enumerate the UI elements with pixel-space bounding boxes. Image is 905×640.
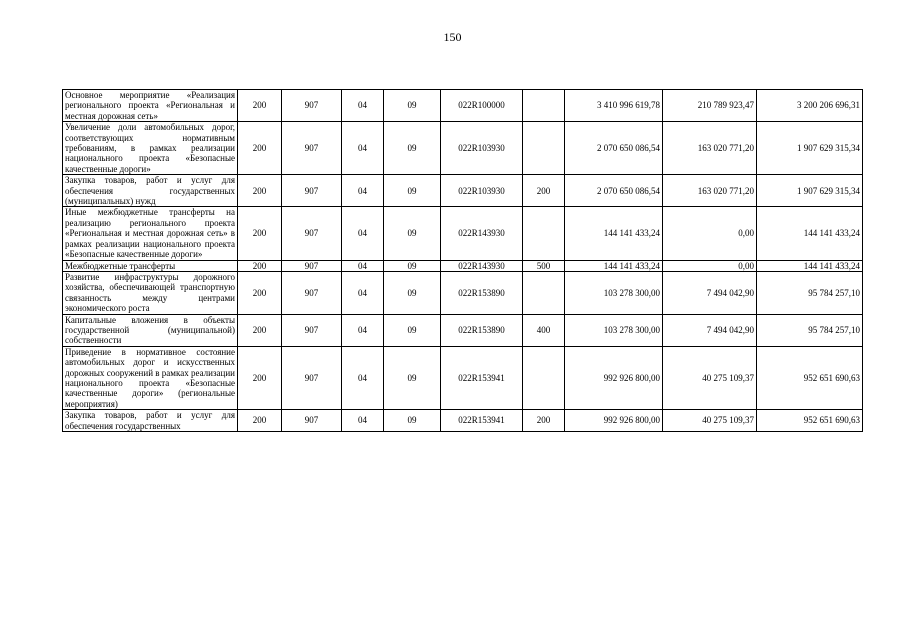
amount-approved-cell: 144 141 433,24 <box>565 207 663 260</box>
budget-table <box>62 89 863 432</box>
code-ministry-cell: 907 <box>282 271 342 314</box>
table-row <box>63 207 863 260</box>
code-target-article-cell: 022R153890 <box>441 314 523 346</box>
code-expense-type-cell <box>523 271 565 314</box>
row-name-cell: Развитие инфраструктуры дорожного хозяйства, обеспечивающей транспортную связанность между центрами экономического роста <box>63 271 238 314</box>
amount-change-cell: 163 020 771,20 <box>663 175 757 207</box>
row-name-cell: Закупка товаров, работ и услуг для обеспечения государственных <box>63 410 238 432</box>
code-ministry-cell: 907 <box>282 207 342 260</box>
code-expense-type-cell: 400 <box>523 314 565 346</box>
code-expense-type-cell <box>523 90 565 122</box>
code-target-article-cell: 022R103930 <box>441 122 523 175</box>
code-subsection-cell: 09 <box>384 410 441 432</box>
code-subsection-cell: 09 <box>384 346 441 409</box>
amount-change-cell: 7 494 042,90 <box>663 314 757 346</box>
code-section-cell: 04 <box>342 260 384 271</box>
code-admin-cell: 200 <box>238 122 282 175</box>
amount-change-cell: 0,00 <box>663 260 757 271</box>
code-subsection-cell: 09 <box>384 260 441 271</box>
code-admin-cell: 200 <box>238 207 282 260</box>
row-name-cell: Иные межбюджетные трансферты на реализацию регионального проекта «Региональная и местная дорожная сеть» в рамках реализации национального проекта «Безопасные качественные дороги» <box>63 207 238 260</box>
code-target-article-cell: 022R143930 <box>441 207 523 260</box>
table-row <box>63 271 863 314</box>
code-target-article-cell: 022R103930 <box>441 175 523 207</box>
code-expense-type-cell <box>523 207 565 260</box>
code-admin-cell: 200 <box>238 410 282 432</box>
code-admin-cell: 200 <box>238 90 282 122</box>
code-target-article-cell: 022R143930 <box>441 260 523 271</box>
table-row <box>63 410 863 432</box>
code-section-cell: 04 <box>342 346 384 409</box>
code-ministry-cell: 907 <box>282 122 342 175</box>
code-section-cell: 04 <box>342 271 384 314</box>
code-subsection-cell: 09 <box>384 90 441 122</box>
amount-change-cell: 0,00 <box>663 207 757 260</box>
row-name-cell: Межбюджетные трансферты <box>63 260 238 271</box>
amount-total-cell: 3 200 206 696,31 <box>757 90 863 122</box>
code-section-cell: 04 <box>342 410 384 432</box>
amount-approved-cell: 992 926 800,00 <box>565 346 663 409</box>
code-ministry-cell: 907 <box>282 410 342 432</box>
amount-change-cell: 163 020 771,20 <box>663 122 757 175</box>
amount-change-cell: 7 494 042,90 <box>663 271 757 314</box>
code-expense-type-cell <box>523 346 565 409</box>
amount-change-cell: 40 275 109,37 <box>663 410 757 432</box>
amount-change-cell: 40 275 109,37 <box>663 346 757 409</box>
amount-total-cell: 952 651 690,63 <box>757 410 863 432</box>
code-subsection-cell: 09 <box>384 175 441 207</box>
amount-approved-cell: 2 070 650 086,54 <box>565 122 663 175</box>
amount-approved-cell: 144 141 433,24 <box>565 260 663 271</box>
row-name-cell: Приведение в нормативное состояние автомобильных дорог и искусственных дорожных сооружений в рамках реализации национального проекта «Безопасные качественные дороги» (региональные мероприятия) <box>63 346 238 409</box>
code-admin-cell: 200 <box>238 346 282 409</box>
row-name-cell: Капитальные вложения в объекты государственной (муниципальной) собственности <box>63 314 238 346</box>
amount-approved-cell: 2 070 650 086,54 <box>565 175 663 207</box>
amount-total-cell: 95 784 257,10 <box>757 271 863 314</box>
amount-approved-cell: 103 278 300,00 <box>565 314 663 346</box>
amount-approved-cell: 103 278 300,00 <box>565 271 663 314</box>
code-subsection-cell: 09 <box>384 314 441 346</box>
code-ministry-cell: 907 <box>282 314 342 346</box>
amount-total-cell: 95 784 257,10 <box>757 314 863 346</box>
code-section-cell: 04 <box>342 207 384 260</box>
code-target-article-cell: 022R100000 <box>441 90 523 122</box>
amount-approved-cell: 992 926 800,00 <box>565 410 663 432</box>
page-number: 150 <box>443 30 462 44</box>
code-expense-type-cell: 500 <box>523 260 565 271</box>
amount-total-cell: 144 141 433,24 <box>757 260 863 271</box>
code-admin-cell: 200 <box>238 271 282 314</box>
code-admin-cell: 200 <box>238 175 282 207</box>
code-ministry-cell: 907 <box>282 90 342 122</box>
code-ministry-cell: 907 <box>282 346 342 409</box>
code-section-cell: 04 <box>342 175 384 207</box>
row-name-cell: Закупка товаров, работ и услуг для обеспечения государственных (муниципальных) нужд <box>63 175 238 207</box>
table-row <box>63 122 863 175</box>
code-subsection-cell: 09 <box>384 271 441 314</box>
row-name-cell: Основное мероприятие «Реализация регионального проекта «Региональная и местная дорожная сеть» <box>63 90 238 122</box>
row-name-cell: Увеличение доли автомобильных дорог, соответствующих нормативным требованиям, в рамках реализации национального проекта «Безопасные качественные дороги» <box>63 122 238 175</box>
code-expense-type-cell: 200 <box>523 410 565 432</box>
code-expense-type-cell <box>523 122 565 175</box>
code-target-article-cell: 022R153890 <box>441 271 523 314</box>
table-body <box>63 90 863 432</box>
table-row <box>63 90 863 122</box>
amount-change-cell: 210 789 923,47 <box>663 90 757 122</box>
table-row <box>63 175 863 207</box>
code-expense-type-cell: 200 <box>523 175 565 207</box>
table-row <box>63 260 863 271</box>
code-subsection-cell: 09 <box>384 207 441 260</box>
code-admin-cell: 200 <box>238 260 282 271</box>
amount-total-cell: 952 651 690,63 <box>757 346 863 409</box>
amount-approved-cell: 3 410 996 619,78 <box>565 90 663 122</box>
code-target-article-cell: 022R153941 <box>441 410 523 432</box>
amount-total-cell: 144 141 433,24 <box>757 207 863 260</box>
code-section-cell: 04 <box>342 90 384 122</box>
code-target-article-cell: 022R153941 <box>441 346 523 409</box>
amount-total-cell: 1 907 629 315,34 <box>757 122 863 175</box>
table-row <box>63 314 863 346</box>
code-section-cell: 04 <box>342 122 384 175</box>
code-ministry-cell: 907 <box>282 260 342 271</box>
amount-total-cell: 1 907 629 315,34 <box>757 175 863 207</box>
code-ministry-cell: 907 <box>282 175 342 207</box>
table-row <box>63 346 863 409</box>
code-section-cell: 04 <box>342 314 384 346</box>
code-subsection-cell: 09 <box>384 122 441 175</box>
code-admin-cell: 200 <box>238 314 282 346</box>
